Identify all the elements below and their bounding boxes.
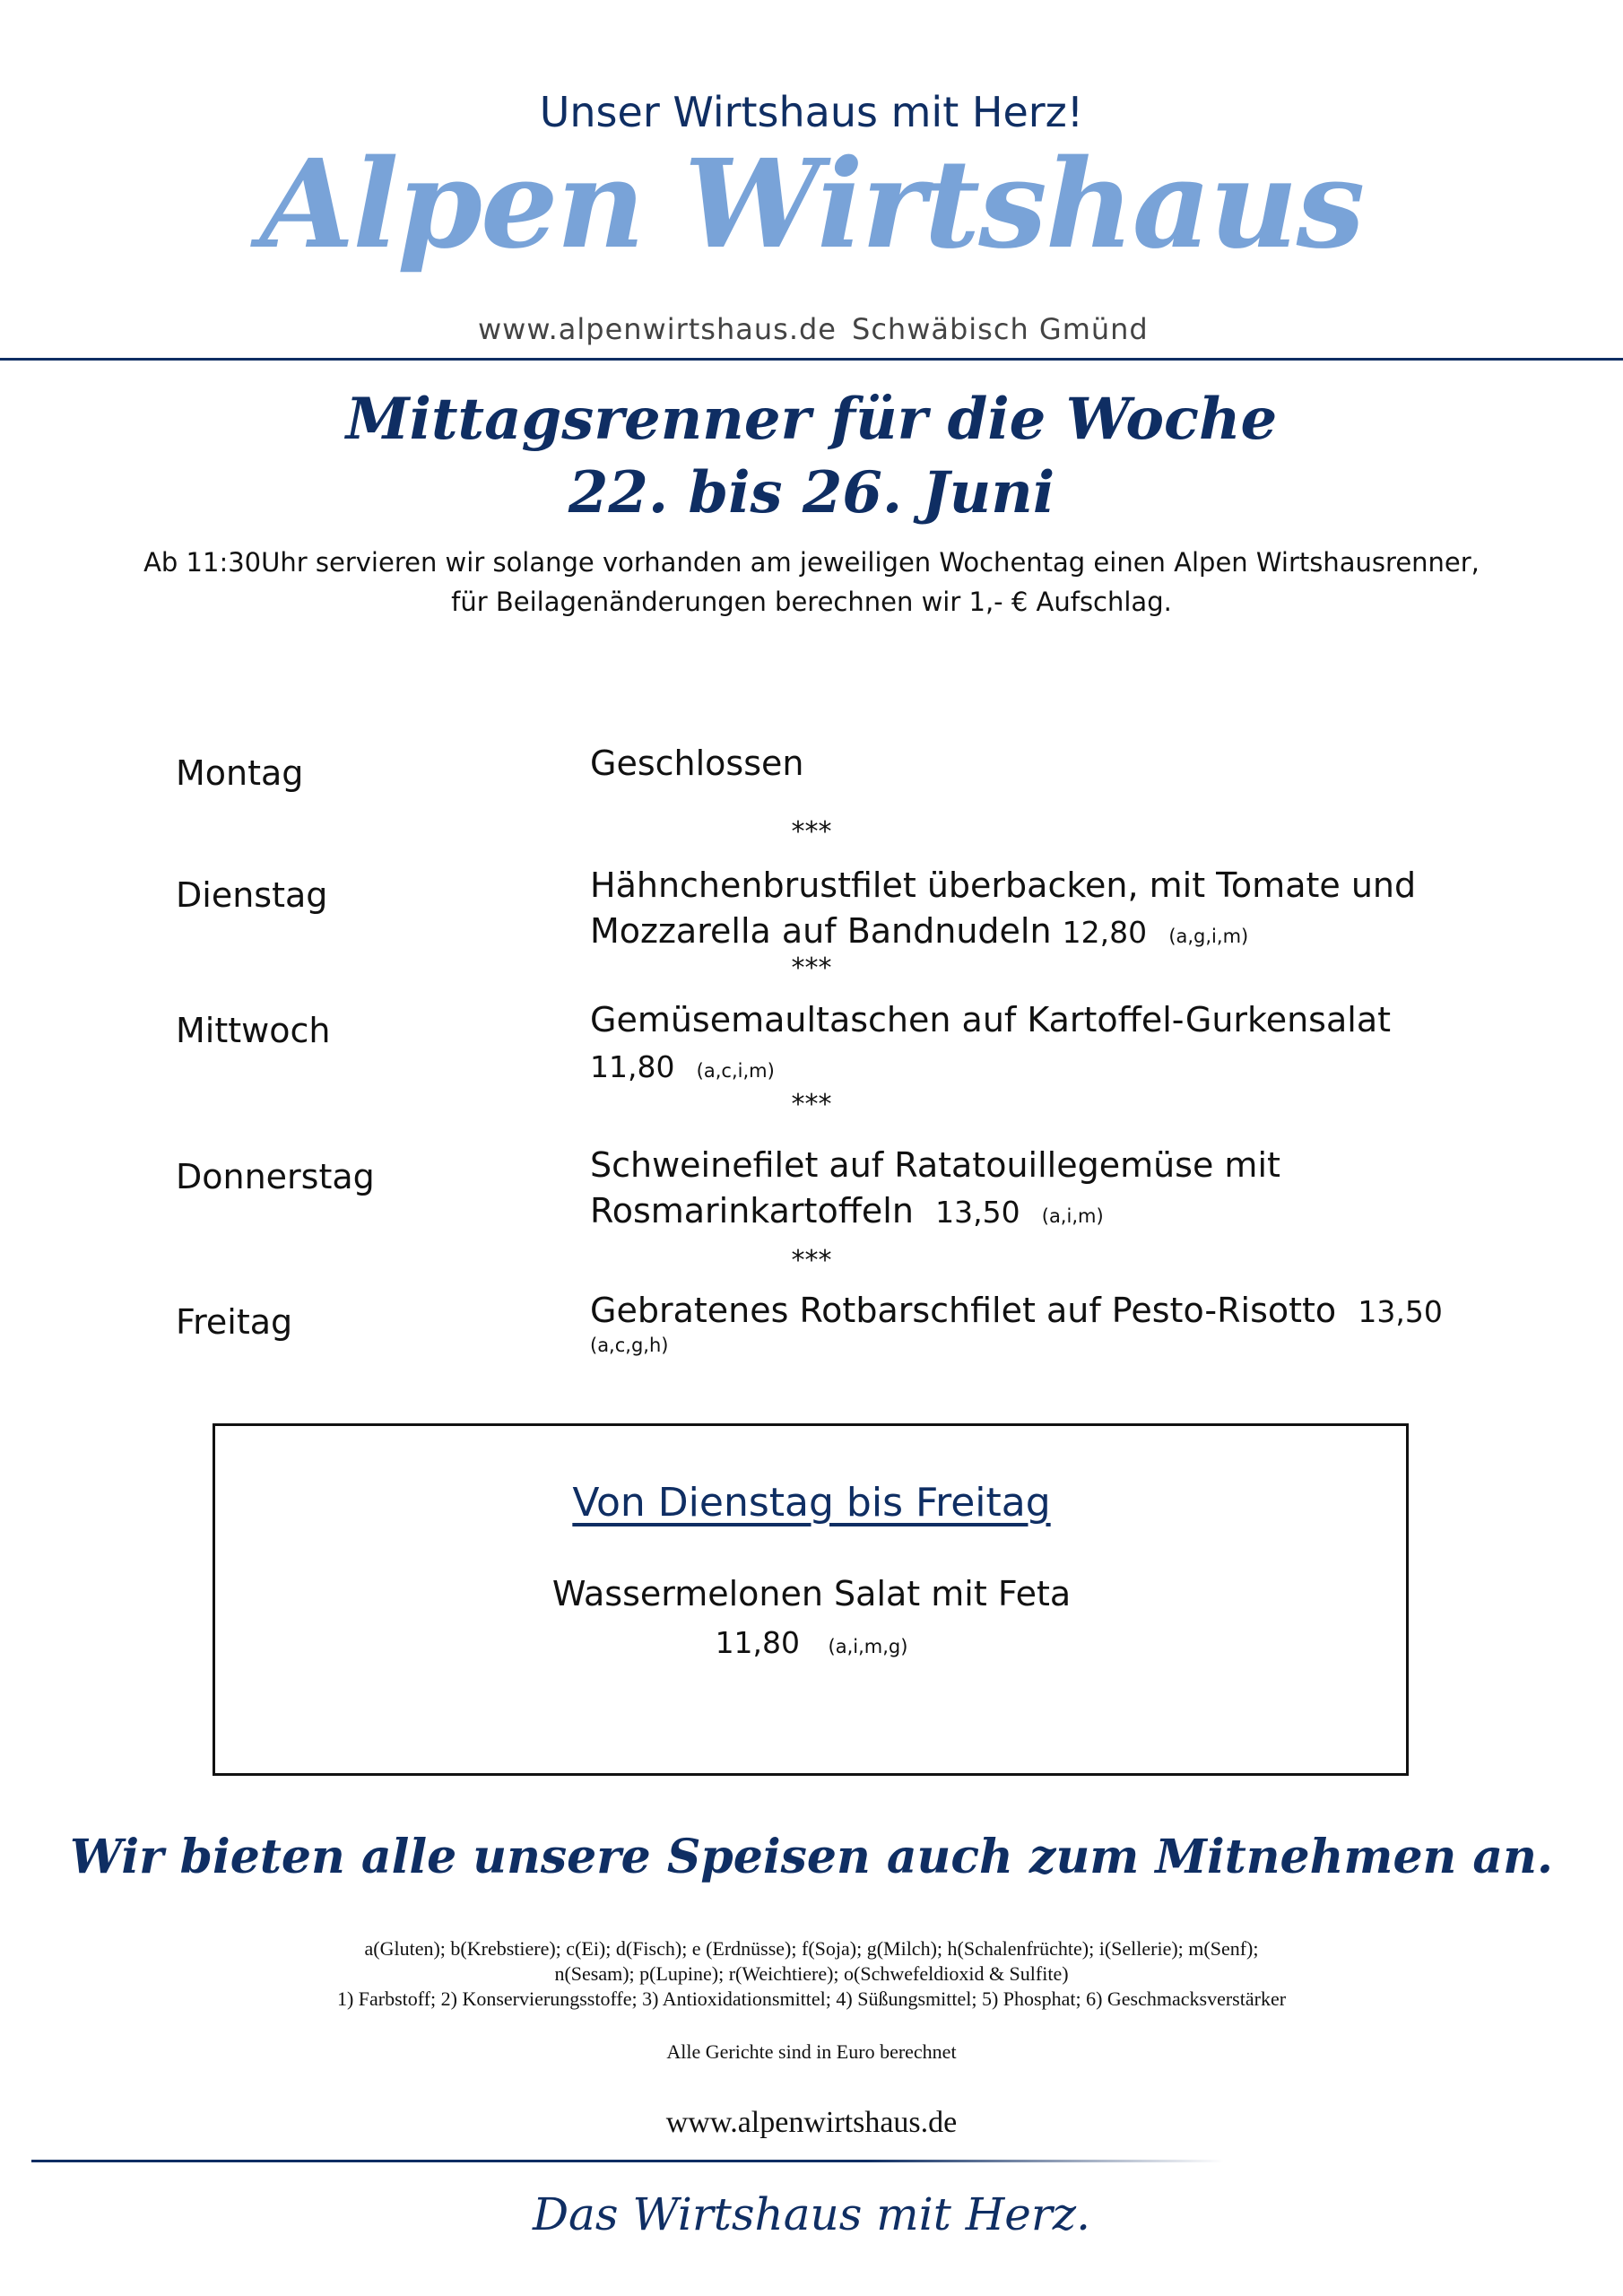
- footer-slogan: Das Wirtshaus mit Herz.: [532, 2188, 1091, 2240]
- allergen-legend-2: n(Sesam); p(Lupine); r(Weichtiere); o(Schwefeldioxid & Sulfite): [554, 1962, 1069, 1985]
- special-title: Von Dienstag bis Freitag: [572, 1480, 1051, 1526]
- dish-thursday-name-end: Rosmarinkartoffeln: [590, 1191, 914, 1231]
- dish-wednesday-line-2: [590, 1043, 1391, 1094]
- dish-tuesday-name-end: Mozzarella auf Bandnudeln: [590, 911, 1052, 951]
- date-range: 22. bis 26. Juni: [568, 459, 1055, 526]
- dish-monday: Geschlossen: [590, 744, 804, 783]
- header-divider: [0, 358, 1623, 361]
- intro-line-2: für Beilagenänderungen berechnen wir 1,- € Aufschlag.: [451, 587, 1172, 617]
- day-tuesday: Dienstag: [176, 875, 328, 915]
- price-tuesday: 12,80: [1062, 915, 1148, 950]
- dish-friday: [590, 1288, 1443, 1356]
- additive-legend: 1) Farbstoff; 2) Konservierungsstoffe; 3) Antioxidationsmittel; 4) Süßungsmittel; 5) Phosphat; 6) Geschmacksverstärker: [336, 1987, 1287, 2010]
- dish-tuesday-line-1: Hähnchenbrustfilet überbacken, mit Tomate und: [590, 865, 1417, 905]
- footer-divider: [31, 2160, 1224, 2162]
- dish-friday-line-1: [590, 1288, 1443, 1335]
- special-price: 11,80: [715, 1625, 801, 1660]
- allergens-thursday: (a,i,m): [1041, 1205, 1104, 1227]
- allergens-tuesday: (a,g,i,m): [1168, 926, 1249, 947]
- dish-thursday: [590, 1143, 1280, 1239]
- day-monday: Montag: [176, 753, 304, 793]
- day-wednesday: Mittwoch: [176, 1011, 331, 1050]
- tagline: Unser Wirtshaus mit Herz!: [539, 88, 1084, 136]
- dish-wednesday: [590, 997, 1391, 1094]
- intro-line-1: Ab 11:30Uhr servieren wir solange vorhanden am jeweiligen Wochentag einen Alpen Wirtshausrenner,: [143, 547, 1480, 578]
- separator: ***: [791, 1245, 832, 1276]
- separator: ***: [791, 1089, 832, 1120]
- allergen-legend-1: a(Gluten); b(Krebstiere); c(Ei); d(Fisch); e (Erdnüsse); f(Soja); g(Milch); h(Schalenfrüchte); i(Sellerie); m(Senf);: [364, 1937, 1259, 1960]
- separator: ***: [791, 952, 832, 984]
- special-allergens: (a,i,m,g): [828, 1636, 908, 1657]
- dish-tuesday: [590, 863, 1416, 960]
- allergens-wednesday: (a,c,i,m): [696, 1060, 775, 1082]
- currency-note: Alle Gerichte sind in Euro berechnet: [666, 2040, 957, 2063]
- price-friday: 13,50: [1358, 1294, 1443, 1329]
- dish-wednesday-line-1: Gemüsemaultaschen auf Kartoffel-Gurkensalat: [590, 1000, 1391, 1039]
- separator: ***: [791, 816, 832, 848]
- header-website: www.alpenwirtshaus.de: [478, 312, 837, 346]
- special-price-row: [0, 1625, 1623, 1660]
- price-thursday: 13,50: [935, 1195, 1020, 1230]
- takeaway-note: Wir bieten alle unsere Speisen auch zum Mitnehmen an.: [69, 1830, 1554, 1884]
- dish-friday-name: Gebratenes Rotbarschfilet auf Pesto-Risotto: [590, 1291, 1337, 1330]
- allergens-friday: (a,c,g,h): [590, 1335, 669, 1356]
- day-thursday: Donnerstag: [176, 1157, 375, 1196]
- logo: Alpen Wirtshaus: [259, 133, 1364, 276]
- price-wednesday: 11,80: [590, 1049, 675, 1084]
- day-friday: Freitag: [176, 1302, 293, 1342]
- footer-website[interactable]: www.alpenwirtshaus.de: [665, 2106, 958, 2139]
- dish-thursday-line-1: Schweinefilet auf Ratatouillegemüse mit: [590, 1145, 1280, 1185]
- header-city: Schwäbisch Gmünd: [852, 312, 1149, 346]
- page-title: Mittagsrenner für die Woche: [345, 386, 1278, 453]
- special-dish: Wassermelonen Salat mit Feta: [551, 1574, 1072, 1613]
- dish-thursday-line-2: [590, 1188, 1280, 1239]
